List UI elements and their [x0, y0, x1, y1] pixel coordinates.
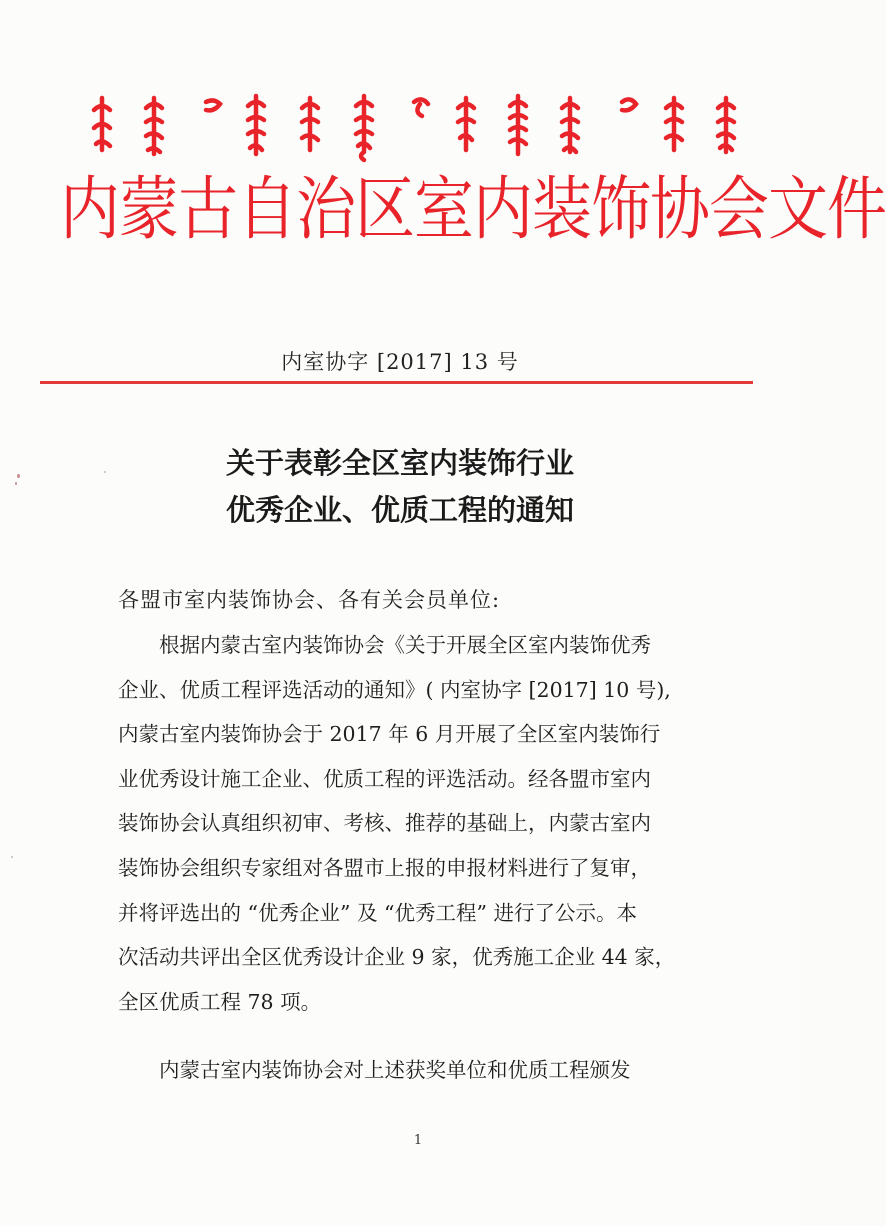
paragraph-line: 全区优质工程 78 项。: [118, 989, 322, 1014]
mongolian-script-header: [88, 92, 748, 162]
notice-title-line-2: 优秀企业、优质工程的通知: [225, 493, 574, 527]
paragraph-line: 业优秀设计施工企业、优质工程的评选活动。经各盟市室内: [118, 766, 651, 791]
page-number: 1: [413, 1133, 423, 1148]
red-divider-line: [40, 381, 753, 384]
paragraph-line: 次活动共评出全区优秀设计企业 9 家，优秀施工企业 44 家，: [118, 945, 676, 970]
notice-title-line-1: 关于表彰全区室内装饰行业: [225, 446, 574, 480]
document-number: 内室协字 [2017] 13 号: [281, 350, 519, 374]
paragraph-line: 内蒙古室内装饰协会于 2017 年 6 月开展了全区室内装饰行: [118, 722, 661, 747]
paragraph-line: 根据内蒙古室内装饰协会《关于开展全区室内装饰优秀: [159, 633, 651, 657]
paragraph-line: 装饰协会认真组织初审、考核、推荐的基础上，内蒙古室内: [118, 811, 651, 836]
paragraph-line: 企业、优质工程评选活动的通知》( 内室协字 [2017] 10 号),: [118, 677, 671, 702]
scan-speck: [104, 471, 106, 473]
scan-speck: [17, 474, 20, 478]
notice-title: [0, 440, 800, 534]
body-paragraph-2: 内蒙古室内装饰协会对上述获奖单位和优质工程颁发: [159, 1058, 631, 1082]
paragraph-line: 并将评选出的 “优秀企业” 及 “优秀工程” 进行了公示。本: [118, 900, 637, 925]
paragraph-line: 装饰协会组织专家组对各盟市上报的申报材料进行了复审，: [118, 855, 651, 880]
body-paragraph-1: [118, 623, 743, 1024]
agency-title: 内蒙古自治区室内装饰协会文件: [60, 169, 886, 250]
scan-speck: [11, 856, 13, 858]
salutation: 各盟市室内装饰协会、各有关会员单位:: [118, 588, 501, 612]
scan-speck: [15, 482, 17, 485]
